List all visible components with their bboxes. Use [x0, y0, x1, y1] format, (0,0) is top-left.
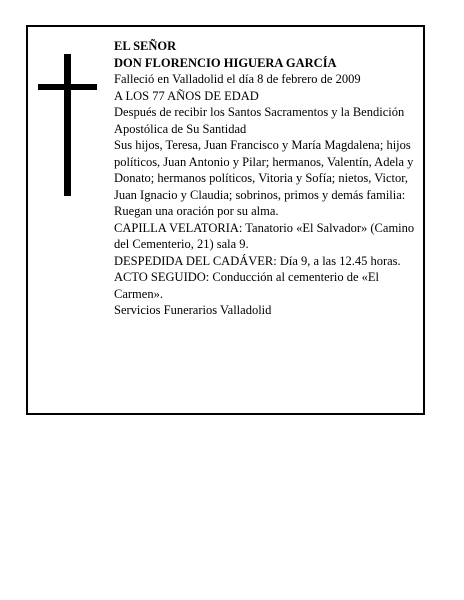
obituary-text [114, 38, 426, 319]
prayer-request: Ruegan una oración por su alma. [114, 204, 279, 218]
deceased-name: DON FLORENCIO HIGUERA GARCÍA [114, 55, 337, 70]
sacraments-statement: Después de recibir los Santos Sacramentos y la Bendición Apostólica de Su Santidad [114, 105, 405, 136]
following-act-info: ACTO SEGUIDO: Conducción al cementerio de «El Carmen». [114, 270, 379, 301]
cross-vertical-bar [64, 54, 71, 196]
family-list: Sus hijos, Teresa, Juan Francisco y María Magdalena; hijos políticos, Juan Antonio y Pilar; hermanos, Valentín, Adela y Donato; hermanos políticos, Vitoria y Sofía; nietos, Victor, Juan Ignacio y Claudia; sobrinos, primos y demás familia: [114, 138, 414, 202]
age-statement: A LOS 77 AÑOS DE EDAD [114, 88, 259, 103]
death-statement: Falleció en Valladolid el día 8 de febrero de 2009 [114, 72, 361, 86]
farewell-info: DESPEDIDA DEL CADÁVER: Día 9, a las 12.45 horas. [114, 253, 401, 268]
notice-title: EL SEÑOR [114, 39, 177, 53]
chapel-info: CAPILLA VELATORIA: Tanatorio «El Salvador» (Camino del Cementerio, 21) sala 9. [114, 220, 415, 251]
funeral-services: Servicios Funerarios Valladolid [114, 303, 272, 317]
cross-horizontal-bar [38, 84, 97, 90]
